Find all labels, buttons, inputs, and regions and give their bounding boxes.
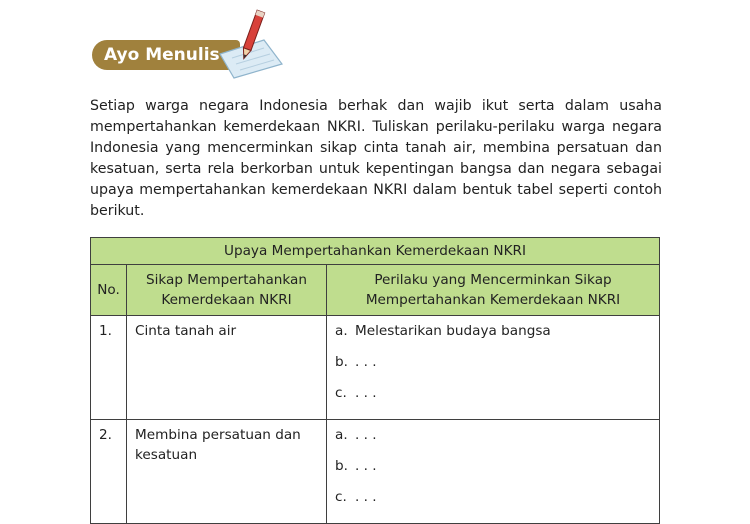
row-attitude: Membina persatuan dan kesatuan — [127, 420, 327, 524]
behavior-item — [335, 425, 651, 456]
behavior-marker: a. — [335, 427, 348, 443]
behavior-marker: b. — [335, 354, 348, 370]
header-attitude: Sikap Mempertahankan Kemerdekaan NKRI — [127, 265, 327, 316]
table-row — [91, 316, 660, 420]
row-number: 1. — [91, 316, 127, 420]
section-title: Ayo Menulis — [104, 45, 220, 65]
row-number: 2. — [91, 420, 127, 524]
defense-efforts-table — [90, 237, 660, 524]
behavior-marker: a. — [335, 323, 348, 339]
table-row — [91, 420, 660, 524]
behavior-text: . . . — [355, 385, 377, 401]
behavior-marker: c. — [335, 385, 347, 401]
pencil-paper-icon — [212, 6, 292, 84]
behavior-item — [335, 352, 651, 383]
instruction-paragraph: Setiap warga negara Indonesia berhak dan wajib ikut serta dalam usaha mempertahankan kemerdekaan NKRI. Tuliskan perilaku-perilaku warga negara Indonesia yang mencerminkan sikap cinta tanah air, membina persatuan dan kesatuan, serta rela berkorban untuk kepentingan bangsa dan negara sebagai upaya mempertahankan kemerdekaan NKRI dalam bentuk tabel seperti contoh berikut. — [90, 98, 662, 219]
row-attitude: Cinta tanah air — [127, 316, 327, 420]
behavior-text: . . . — [355, 427, 377, 443]
header-behavior: Perilaku yang Mencerminkan Sikap Mempertahankan Kemerdekaan NKRI — [327, 265, 660, 316]
behavior-item — [335, 321, 651, 352]
behavior-text: . . . — [355, 458, 377, 474]
row-behaviors — [327, 420, 660, 524]
behavior-item — [335, 487, 651, 518]
header-no: No. — [91, 265, 127, 316]
behavior-marker: b. — [335, 458, 348, 474]
behavior-item — [335, 456, 651, 487]
row-behaviors — [327, 316, 660, 420]
behavior-item — [335, 383, 651, 414]
table-title: Upaya Mempertahankan Kemerdekaan NKRI — [91, 238, 660, 265]
behavior-text: . . . — [355, 354, 377, 370]
behavior-text: Melestarikan budaya bangsa — [355, 323, 551, 339]
behavior-text: . . . — [355, 489, 377, 505]
behavior-marker: c. — [335, 489, 347, 505]
